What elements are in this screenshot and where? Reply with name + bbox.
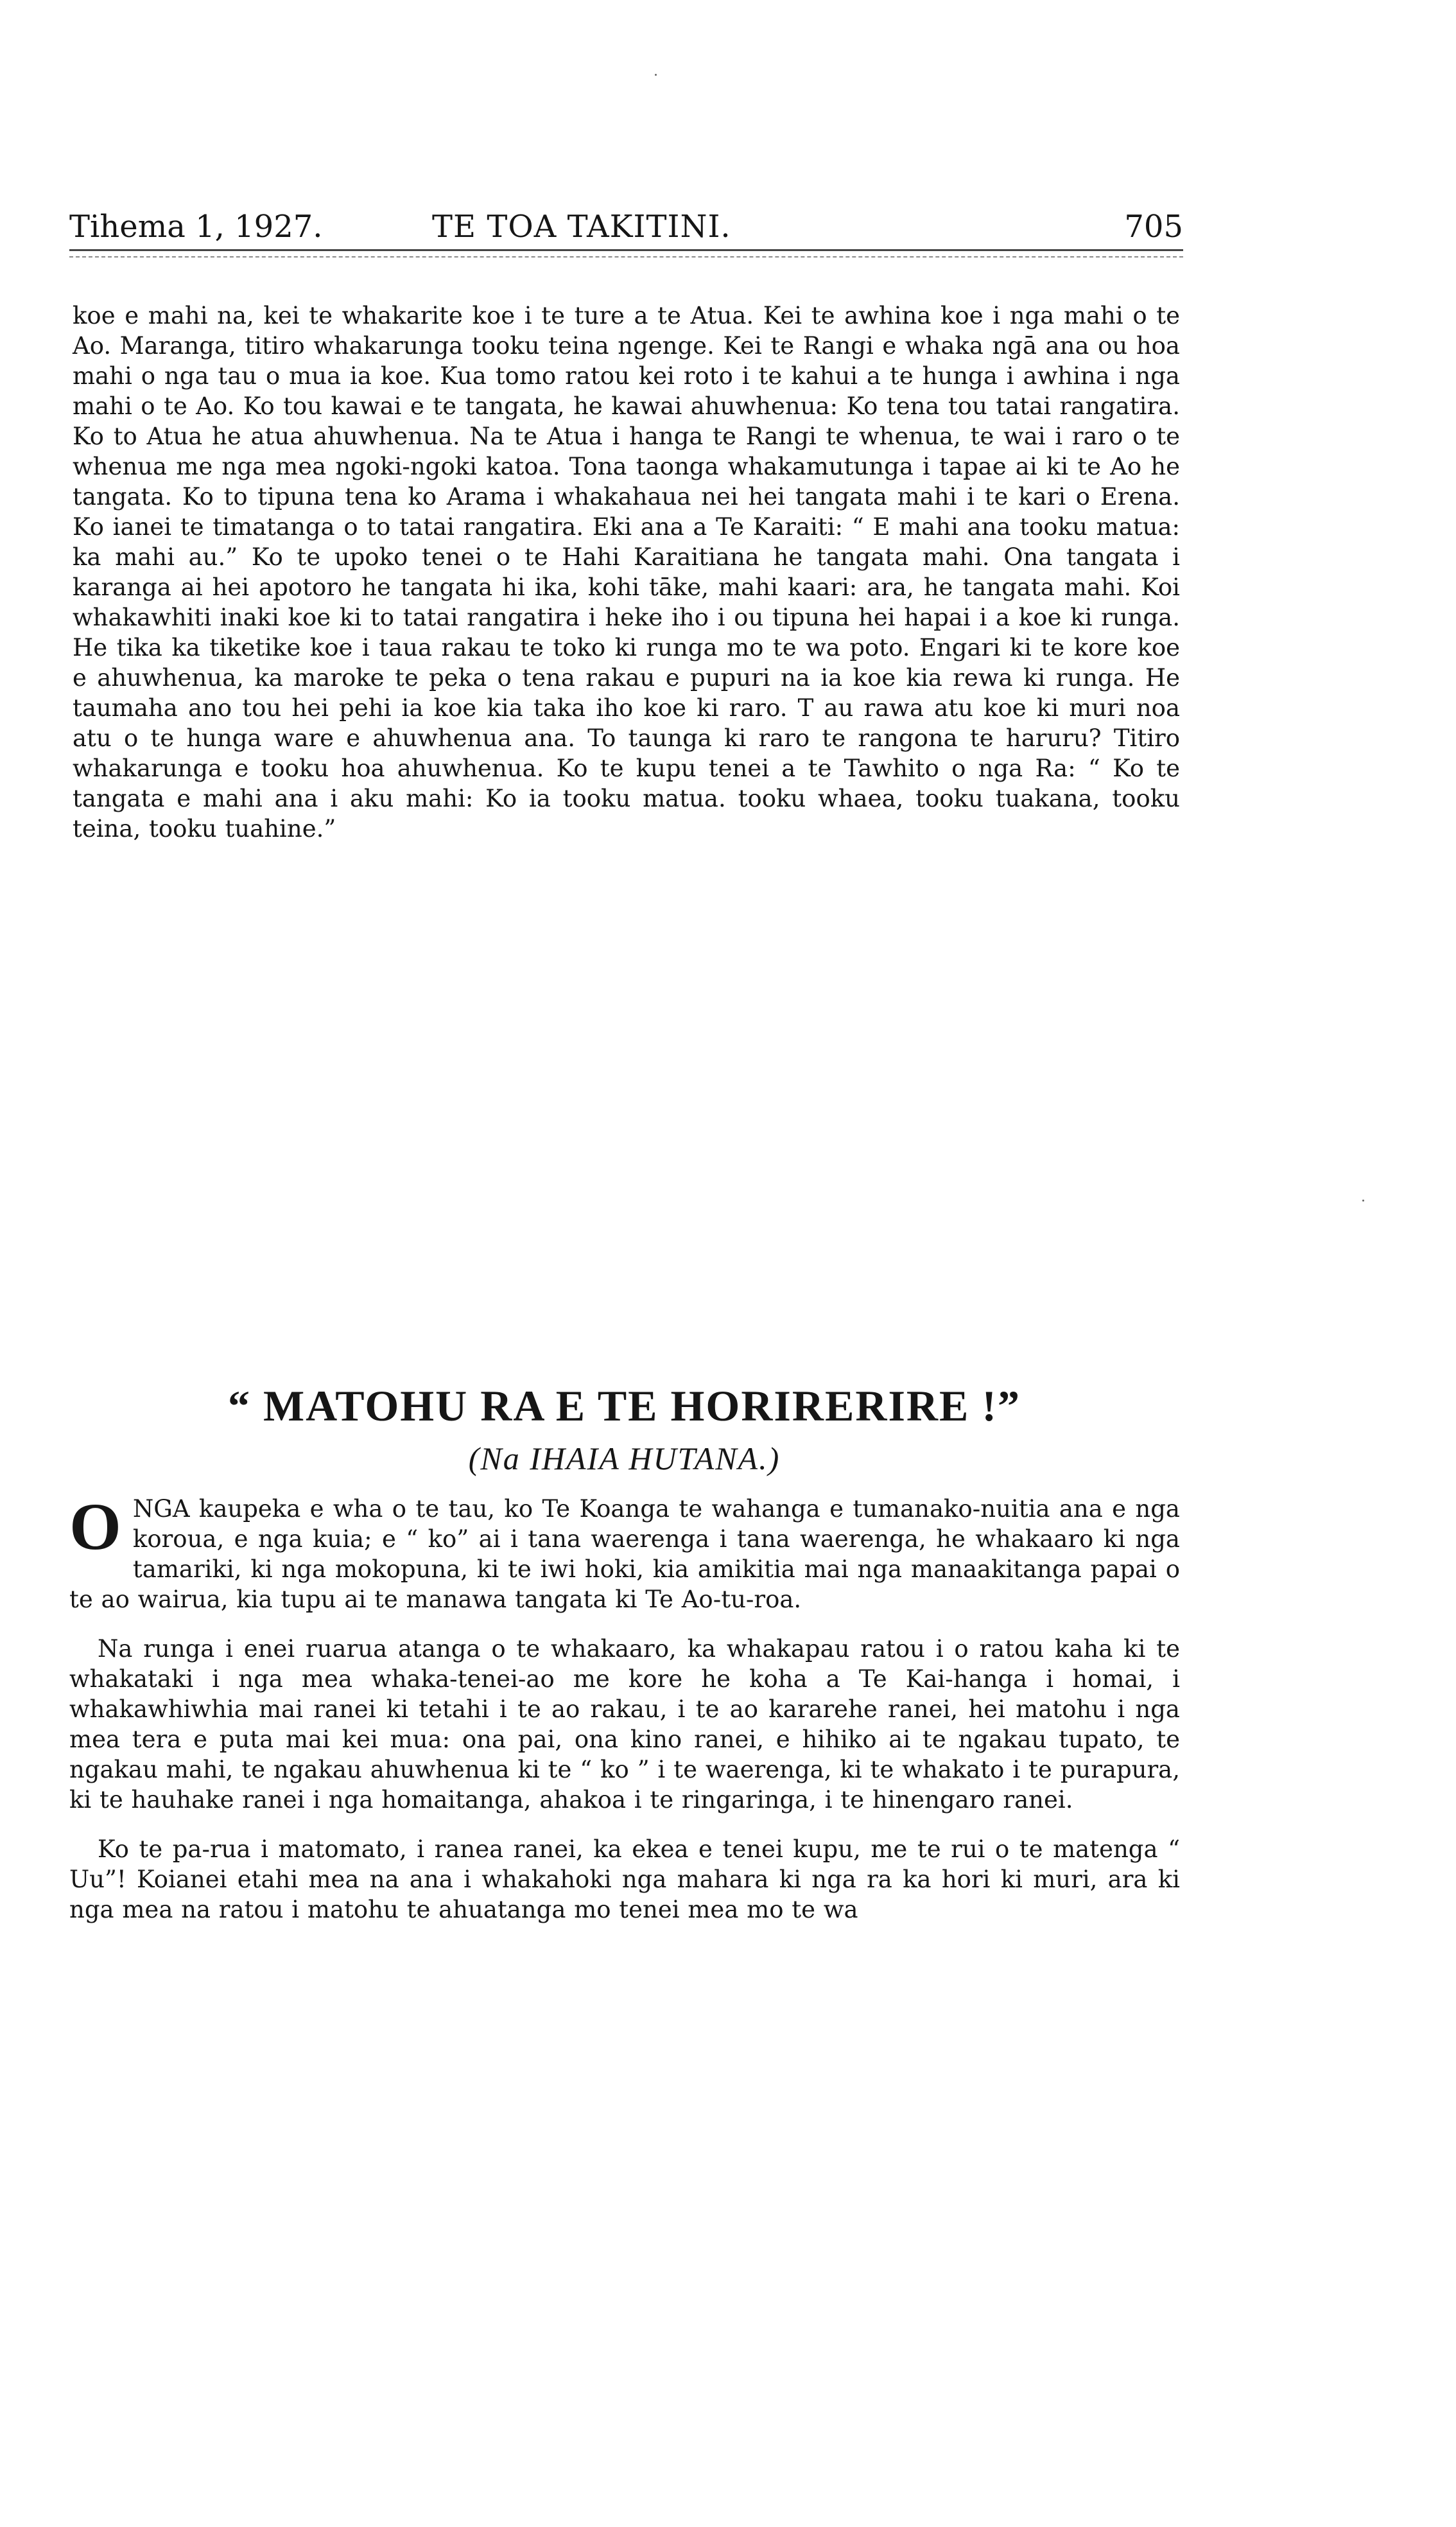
- continued-article: [73, 301, 1180, 844]
- page-header: [69, 204, 1183, 249]
- publication-name: TE TOA TAKITINI.: [432, 209, 731, 245]
- header-rule: [69, 249, 1183, 251]
- article-paragraph-2: Na runga i enei ruarua atanga o te whakaaro, ka whakapau ratou i o ratou kaha ki te whakataki i nga mea whaka-tenei-ao me kore he koha a Te Kai-hanga i homai, i whakawhiwhia mai ranei ki tetahi i te ao rakau, i te ao kararehe ranei, hei matohu i nga mea tera e puta mai kei mua: ona pai, ona kino ranei, e hihiko ai te ngakau tupato, te ngakau mahi, te ngakau ahuwhenua ki te “ ko ” i te waerenga, ki te whakato i te purapura, ki te hauhake ranei i nga homaitanga, ahakoa i te ringaringa, i te hinengaro ranei.: [69, 1635, 1180, 1814]
- article-paragraph-1: [69, 1490, 1180, 1614]
- article-body: [69, 1490, 1180, 1925]
- continued-paragraph: koe e mahi na, kei te whakarite koe i te ture a te Atua. Kei te awhina koe i nga mahi o te Ao. Maranga, titiro whakarunga tooku teina ngenge. Kei te Rangi e whaka ngā ana ou hoa mahi o nga tau o mua ia koe. Kua tomo ratou kei roto i te kahui a te hunga i awhina i nga mahi o te Ao. Ko tou kawai e te tangata, he kawai ahuwhenua: Ko tena tou tatai rangatira. Ko to Atua he atua ahuwhenua. Na te Atua i hanga te Rangi te whenua, te wai i raro o te whenua me nga mea ngoki-ngoki katoa. Tona taonga whakamutunga i tapae ai ki te Ao he tangata. Ko to tipuna tena ko Arama i whakahaua nei hei tangata mahi i te kari o Erena. Ko ianei te timatanga o to tatai rangatira. Eki ana a Te Karaiti: “ E mahi ana tooku matua: ka mahi au.” Ko te upoko tenei o te Hahi Karaitiana he tangata mahi. Ona tangata i karanga ai hei apotoro he tangata hi ika, kohi tāke, mahi kaari: ara, he tangata mahi. Koi whakawhiti inaki koe ki to tatai rangatira i heke iho i ou tipuna hei hapai i a koe ki runga. He tika ka tiketike koe i taua rakau te toko ki runga mo te wa poto. Engari ki te kore koe e ahuwhenua, ka maroke te peka o tena rakau e pupuri na ia koe kia rewa ki runga. He taumaha ano tou hei pehi ia koe kia taka iho koe ki raro. T au rawa atu koe ki muri noa atu o te hunga ware e ahuwhenua ana. To taunga ki raro te rangona te haruru? Titiro whakarunga e tooku hoa ahuwhenua. Ko te kupu tenei a te Tawhito o nga Ra: “ Ko te tangata e mahi ana i aku mahi: Ko ia tooku matua. tooku whaea, tooku tuakana, tooku teina, tooku tuahine.”: [73, 302, 1180, 843]
- header-date: Tihema 1, 1927.: [69, 209, 323, 245]
- header-rule-dashed: [69, 256, 1183, 258]
- article-title: “ MATOHU RA E TE HORIRERIRE !”: [227, 1381, 1021, 1430]
- paragraph-1-text: NGA kaupeka e wha o te tau, ko Te Koanga te wahanga e tumanako-nuitia ana e nga koroua, e nga kuia; e “ ko” ai i tana waerenga i tana waerenga, he whakaaro ki nga tamariki, ki nga mokopuna, ki te iwi hoki, kia amikitia mai nga manaakitanga papai o te ao wairua, kia tupu ai te manawa tangata ki Te Ao-tu-roa.: [69, 1495, 1180, 1613]
- print-speck: [1362, 1200, 1364, 1202]
- page-number: 705: [1124, 209, 1183, 245]
- article-byline: (Na IHAIA HUTANA.): [468, 1440, 781, 1476]
- drop-cap: O: [69, 1490, 121, 1564]
- article-paragraph-3: Ko te pa-rua i matomato, i ranea ranei, ka ekea e tenei kupu, me te rui o te matenga “ Uu”! Koianei etahi mea na ana i whakahoki nga mahara ki nga ra ka hori ki muri, ara ki nga mea na ratou i matohu te ahuatanga mo tenei mea mo te wa: [69, 1835, 1180, 1923]
- print-speck: [655, 74, 657, 76]
